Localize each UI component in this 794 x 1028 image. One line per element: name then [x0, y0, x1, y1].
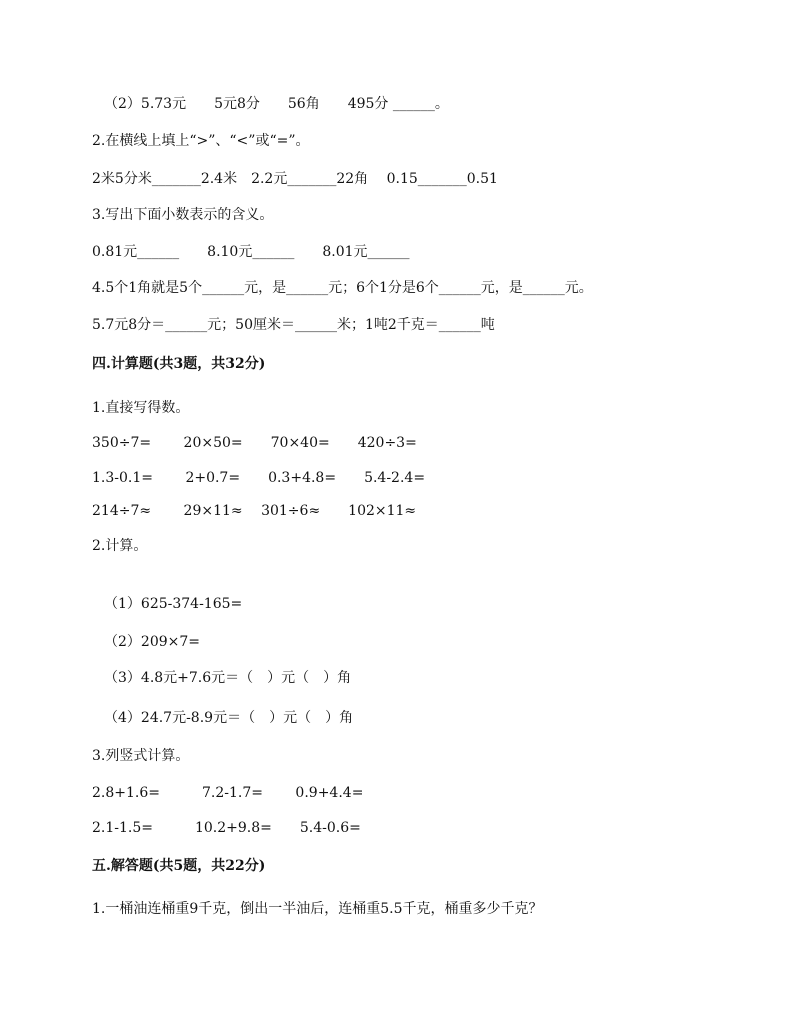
question-2-comparisons: 2米5分米_______2.4米 2.2元_______22角 0.15_______0.51 [92, 171, 498, 187]
section-5-heading: 五.解答题(共5题，共22分) [92, 858, 266, 874]
question-3-decimals: 0.81元______ 8.10元______ 8.01元______ [92, 244, 410, 260]
question-5-conversions: 5.7元8分＝______元；50厘米＝______米；1吨2千克＝______吨 [92, 317, 495, 333]
calc-2-item-4: （4）24.7元-8.9元＝（ ）元（ ）角 [104, 710, 354, 726]
calc-1-row-1: 350÷7= 20×50= 70×40= 420÷3= [92, 435, 417, 451]
calc-1-title: 1.直接写得数。 [92, 400, 190, 416]
question-3-title: 3.写出下面小数表示的含义。 [92, 207, 274, 223]
calc-2-item-2: （2）209×7= [104, 634, 200, 650]
calc-1-row-2: 1.3-0.1= 2+0.7= 0.3+4.8= 5.4-2.4= [92, 470, 426, 486]
calc-3-row-2: 2.1-1.5= 10.2+9.8= 5.4-0.6= [92, 820, 361, 836]
section-4-heading: 四.计算题(共3题，共32分) [92, 356, 266, 372]
answer-question-1: 1.一桶油连桶重9千克，倒出一半油后，连桶重5.5千克，桶重多少千克？ [92, 901, 543, 917]
calc-2-item-3: （3）4.8元+7.6元＝（ ）元（ ）角 [104, 670, 352, 686]
calc-3-row-1: 2.8+1.6= 7.2-1.7= 0.9+4.4= [92, 785, 364, 801]
calc-2-item-1: （1）625-374-165= [104, 596, 243, 612]
calc-2-title: 2.计算。 [92, 538, 148, 554]
fill-question-item-2: （2）5.73元 5元8分 56角 495分 ______。 [104, 96, 449, 112]
question-4-line: 4.5个1角就是5个______元，是______元；6个1分是6个______元，是______元。 [92, 280, 593, 296]
question-2-title: 2.在横线上填上“>”、“<”或“=”。 [92, 133, 310, 149]
calc-3-title: 3.列竖式计算。 [92, 748, 190, 764]
calc-1-row-3: 214÷7≈ 29×11≈ 301÷6≈ 102×11≈ [92, 503, 417, 519]
